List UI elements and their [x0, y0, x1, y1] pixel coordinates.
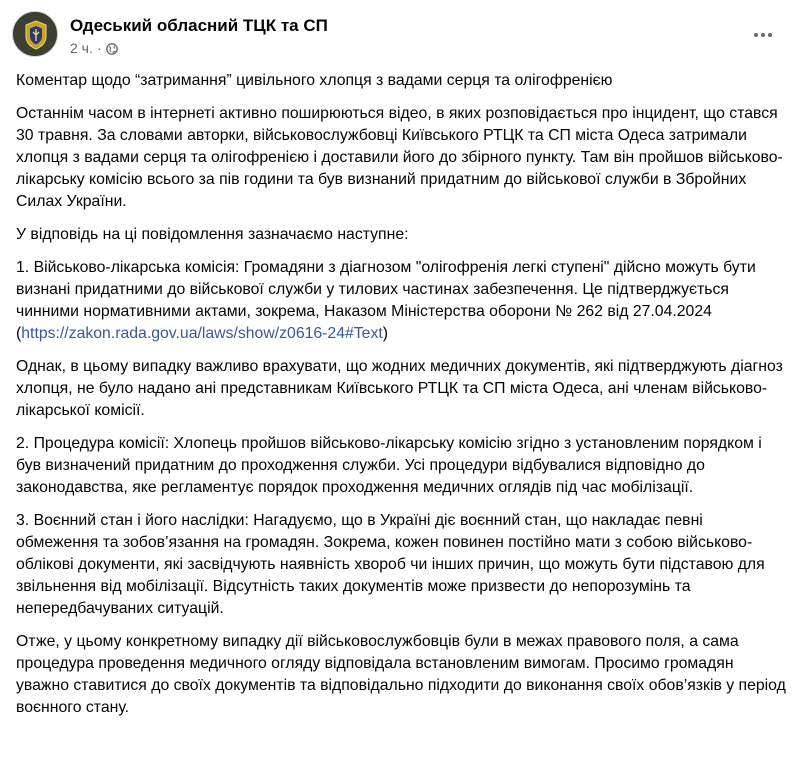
- paragraph: 3. Воєнний стан і його наслідки: Нагадуємо, що в Україні діє воєнний стан, що накладає певні обмеження та зобов’язання на громадян. Зокрема, кожен повинен постійно мати з собою військово-облікові документи, які засвідчують наявність хвороб чи інших причин, що можуть бути підставою для звільнення від мобілізації. Відсутність таких документів може призвести до непорозумінь та непередбачуваних ситуацій.: [16, 512, 765, 617]
- emblem-icon: [13, 12, 58, 57]
- law-link[interactable]: https://zakon.rada.gov.ua/laws/show/z0616-24#Text: [21, 325, 383, 342]
- paragraph: Отже, у цьому конкретному випадку дії військовослужбовців були в межах правового поля, а сама процедура проведення медичного огляду відповідала встановленим вимогам. Просимо громадян уважно ставитися до своїх документів та відповідально підходити до виконання своїх обов’язків у період воєнного стану.: [16, 633, 786, 716]
- post-time[interactable]: 2 ч.: [70, 40, 93, 56]
- post-meta: [70, 40, 118, 56]
- paragraph-text: 1. Військово-лікарська комісія: Громадяни з діагнозом "олігофренія легкі ступені" дійсно можуть бути визнані придатними до військової служби у тилових частинах забезпечення. Це підтверджується чинними нормативними актами, зокрема, Наказом Міністерства оборони № 262 від 27.04.2024 (: [16, 259, 756, 342]
- more-options-icon[interactable]: [749, 25, 777, 45]
- paragraph-text-end: ): [382, 325, 389, 342]
- paragraph: Останнім часом в інтернеті активно поширюються відео, в яких розповідається про інцидент, що стався 30 травня. За словами авторки, військовослужбовці Київського РТЦК та СП міста Одеса затримали хлопця з вадами серця та олігофренією і доставили його до збірного пункту. Там він пройшов військово-лікарську комісію всього за пів години та був визнаний придатним до військової служби в Збройних Силах України.: [16, 105, 783, 210]
- post-title: Коментар щодо “затримання” цивільного хлопця з вадами серця та олігофренією: [16, 72, 613, 89]
- paragraph: У відповідь на ці повідомлення зазначаємо наступне:: [16, 226, 409, 243]
- paragraph: 2. Процедура комісії: Хлопець пройшов військово-лікарську комісію згідно з установленим порядком і був визначений придатним до проходження служби. Усі процедури відбувалися відповідно до законодавства, яке регламентує порядок проходження медичних оглядів під час мобілізації.: [16, 435, 762, 496]
- avatar[interactable]: [12, 11, 58, 57]
- paragraph: Однак, в цьому випадку важливо врахувати, що жодних медичних документів, які підтверджують діагноз хлопця, не було надано ані представникам Київського РТЦК та СП міста Одеса, ані членам військово-лікарської комісії.: [16, 358, 783, 419]
- post-header: [12, 11, 789, 61]
- post-text: [16, 70, 788, 730]
- author-name[interactable]: Одеський обласний ТЦК та СП: [70, 16, 328, 35]
- meta-separator: ·: [96, 40, 102, 56]
- globe-icon[interactable]: [106, 42, 118, 54]
- paragraph-with-link: [16, 257, 788, 345]
